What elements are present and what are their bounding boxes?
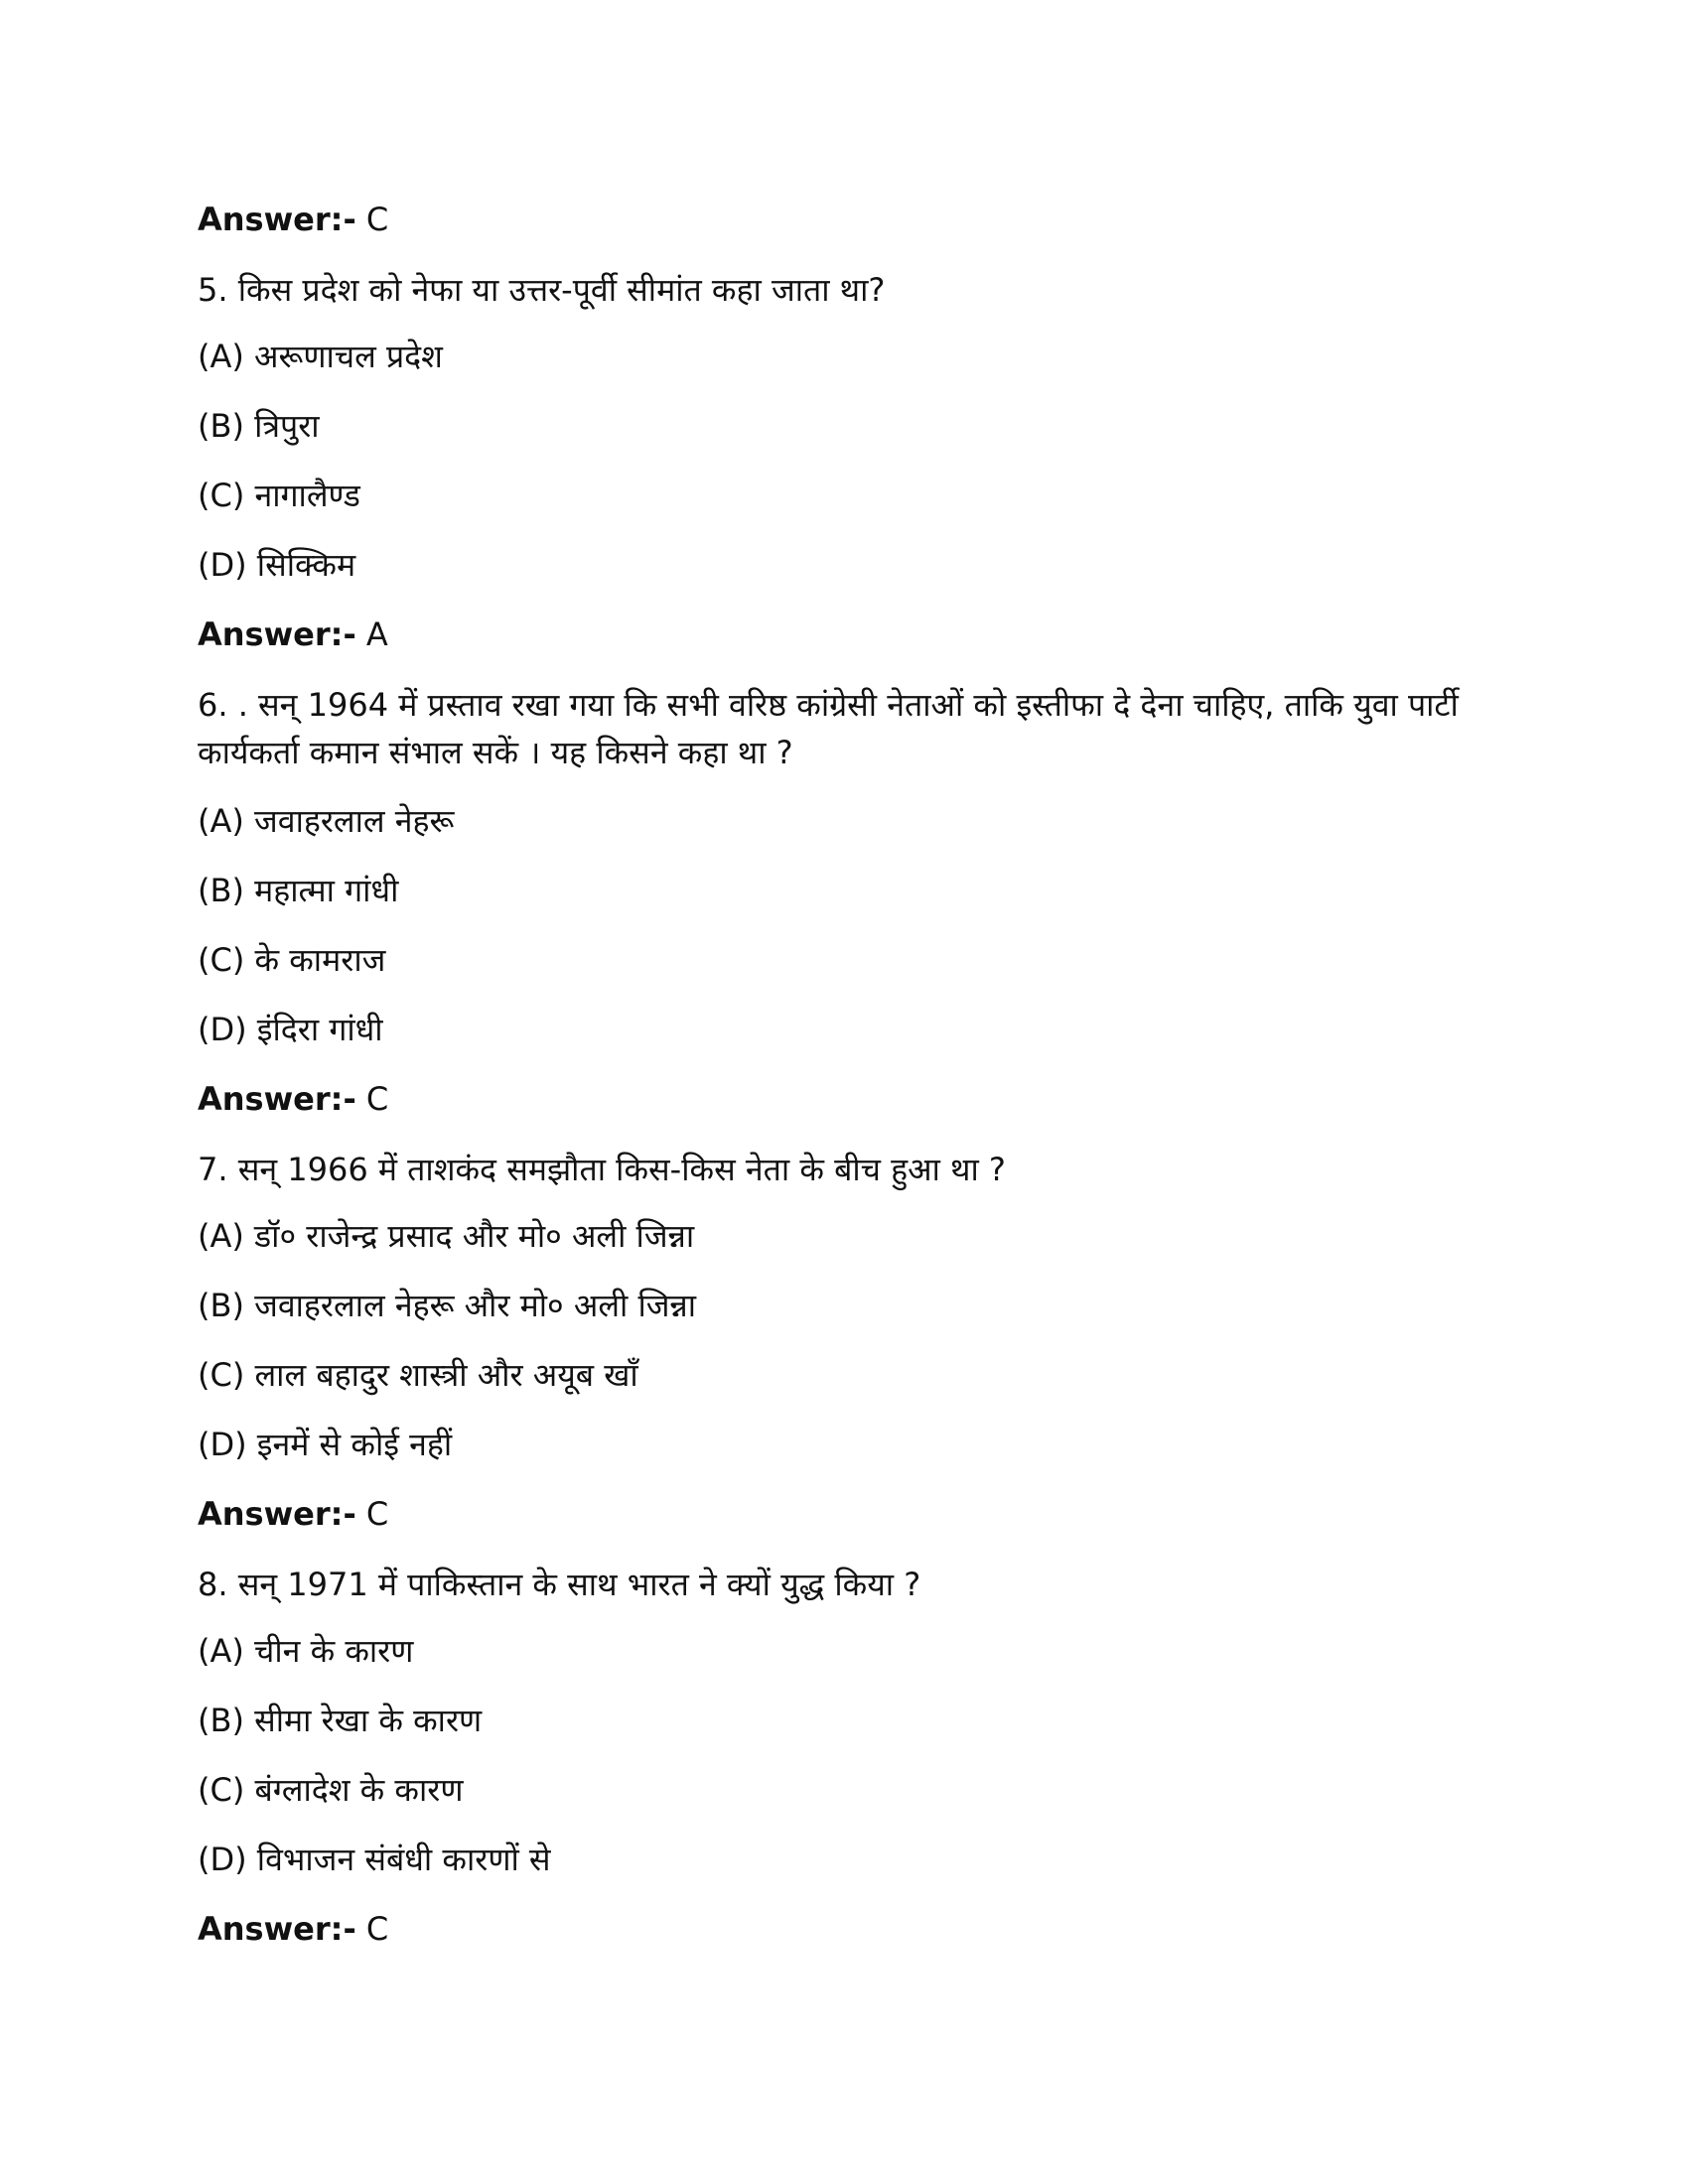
answer-value: C <box>365 1495 389 1533</box>
question-6-option-a: (A) जवाहरलाल नेहरू <box>198 802 455 840</box>
question-5-text: 5. किस प्रदेश को नेफा या उत्तर-पूर्वी सीमांत कहा जाता था? <box>198 271 886 309</box>
question-8-text: 8. सन् 1971 में पाकिस्तान के साथ भारत ने क्यों युद्ध किया ? <box>198 1566 921 1603</box>
question-8-option-a: (A) चीन के कारण <box>198 1632 414 1670</box>
answer-label: Answer:- <box>198 1495 356 1533</box>
answer-value: A <box>365 615 388 653</box>
question-6-option-d: (D) इंदिरा गांधी <box>198 1011 383 1048</box>
question-7-option-b: (B) जवाहरलाल नेहरू और मो० अली जिन्ना <box>198 1287 697 1324</box>
question-8-option-c: (C) बंग्लादेश के कारण <box>198 1771 464 1809</box>
question-8-answer <box>198 1906 1508 1952</box>
answer-label: Answer:- <box>198 615 356 653</box>
question-5-option-c: (C) नागालैण्ड <box>198 477 360 514</box>
question-8-option-b: (B) सीमा रेखा के कारण <box>198 1702 483 1739</box>
answer-value: C <box>365 1910 389 1948</box>
question-5-option-d: (D) सिक्किम <box>198 546 356 584</box>
question-5-option-a: (A) अरूणाचल प्रदेश <box>198 338 443 375</box>
answer-value: C <box>365 201 389 238</box>
question-6-option-c: (C) के कामराज <box>198 941 386 979</box>
question-7-answer <box>198 1491 1508 1537</box>
question-6-option-b: (B) महात्मा गांधी <box>198 872 399 909</box>
answer-line <box>198 197 1508 242</box>
question-7-text: 7. सन् 1966 में ताशकंद समझौता किस-किस नेता के बीच हुआ था ? <box>198 1151 1006 1188</box>
question-7-option-a: (A) डॉ० राजेन्द्र प्रसाद और मो० अली जिन्ना <box>198 1217 695 1255</box>
question-5-answer <box>198 612 1508 657</box>
question-7-option-c: (C) लाल बहादुर शास्त्री और अयूब खाँ <box>198 1356 638 1394</box>
question-8-option-d: (D) विभाजन संबंधी कारणों से <box>198 1841 551 1878</box>
answer-value: C <box>365 1080 389 1118</box>
question-5-option-b: (B) त्रिपुरा <box>198 407 320 445</box>
answer-label: Answer:- <box>198 201 356 238</box>
question-6-text: 6. . सन् 1964 में प्रस्ताव रखा गया कि सभी वरिष्ठ कांग्रेसी नेताओं को इस्तीफा दे देना चाहिए, ताकि युवा पार्टी कार्यकर्ता कमान संभाल सकें । यह किसने कहा था ? <box>198 686 1459 771</box>
answer-label: Answer:- <box>198 1910 356 1948</box>
document-page <box>198 197 1508 1976</box>
question-7-option-d: (D) इनमें से कोई नहीं <box>198 1426 453 1463</box>
answer-label: Answer:- <box>198 1080 356 1118</box>
question-6-answer <box>198 1076 1508 1122</box>
